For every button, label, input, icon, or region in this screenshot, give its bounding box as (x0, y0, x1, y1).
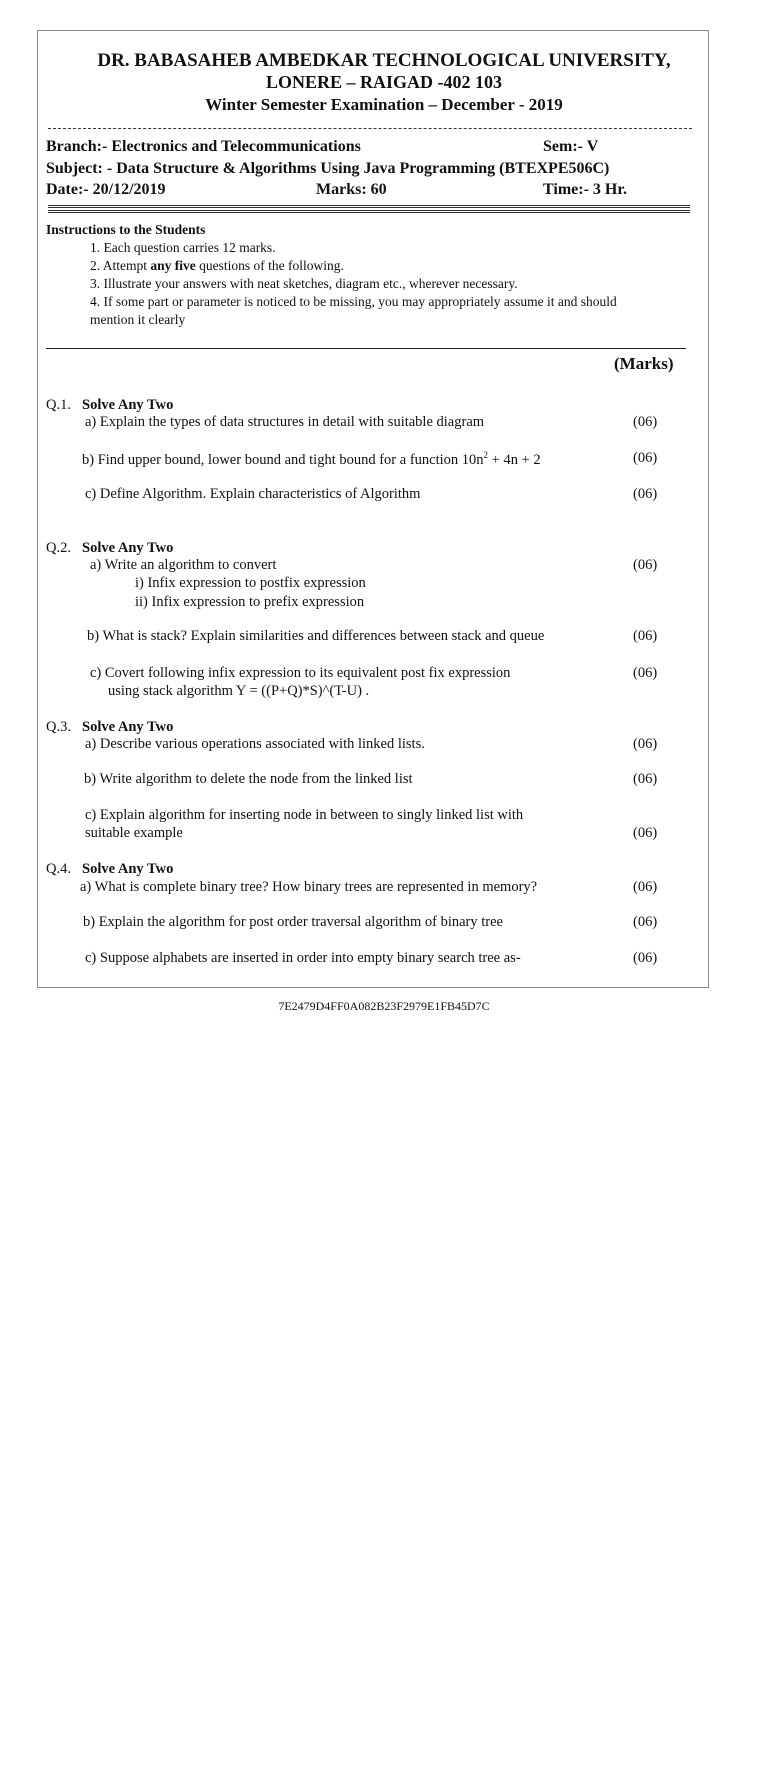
exam-date: Date:- 20/12/2019 (46, 181, 166, 198)
marks-heading: (Marks) (614, 354, 674, 373)
semester: Sem:- V (543, 138, 599, 155)
q1c-text: c) Define Algorithm. Explain characteristics of Algorithm (85, 486, 421, 502)
q4-number: Q.4. (46, 861, 71, 877)
q1b-text-part1: b) Find upper bound, lower bound and tight bound for a function 10n (82, 451, 484, 468)
q2b-text: b) What is stack? Explain similarities and differences between stack and queue (87, 628, 545, 644)
q3c-marks: (06) (633, 825, 658, 841)
q1c-marks: (06) (633, 486, 658, 502)
q3b-text: b) Write algorithm to delete the node from the linked list (84, 771, 413, 787)
double-rule-2 (48, 210, 690, 213)
instruction-4-cont: mention it clearly (90, 312, 186, 327)
subject: Subject: - Data Structure & Algorithms Using Java Programming (BTEXPE506C) (46, 160, 610, 177)
dashed-rule (48, 128, 692, 129)
q2-number: Q.2. (46, 540, 71, 556)
university-title: DR. BABASAHEB AMBEDKAR TECHNOLOGICAL UNIVERSITY, (97, 50, 671, 71)
instruction-2-emphasis: any five (150, 258, 196, 273)
q1b-superscript: 2 (483, 450, 489, 460)
q1b-marks: (06) (633, 450, 658, 466)
instruction-3: 3. Illustrate your answers with neat sketches, diagram etc., wherever necessary. (90, 276, 518, 291)
q3a-text: a) Describe various operations associated with linked lists. (85, 736, 425, 752)
q1-title: Solve Any Two (82, 397, 174, 413)
q3b-marks: (06) (633, 771, 658, 787)
instructions-title: Instructions to the Students (46, 222, 206, 237)
q3-number: Q.3. (46, 719, 71, 735)
q2b-marks: (06) (633, 628, 658, 644)
q4c-marks: (06) (633, 950, 658, 966)
footer-code: 7E2479D4FF0A082B23F2979E1FB45D7C (278, 999, 490, 1013)
q1-number: Q.1. (46, 397, 71, 413)
q2a-item-ii: ii) Infix expression to prefix expression (135, 594, 365, 610)
q2c-marks: (06) (633, 665, 658, 681)
branch: Branch:- Electronics and Telecommunications (46, 138, 361, 155)
instruction-2 (90, 258, 344, 274)
exam-title: Winter Semester Examination – December - 2019 (205, 95, 563, 114)
q1b-text-part2: + 4n + 2 (488, 451, 541, 468)
q3c-text-cont: suitable example (85, 825, 183, 841)
instruction-1: 1. Each question carries 12 marks. (90, 240, 276, 255)
instruction-2-start: 2. Attempt (90, 258, 151, 273)
q1a-text: a) Explain the types of data structures in detail with suitable diagram (85, 414, 485, 430)
q4a-text: a) What is complete binary tree? How binary trees are represented in memory? (80, 879, 538, 895)
q4a-marks: (06) (633, 879, 658, 895)
instructions-rule (46, 348, 686, 349)
q2c-text-cont: using stack algorithm Y = ((P+Q)*S)^(T-U) . (108, 683, 370, 699)
university-location: LONERE – RAIGAD -402 103 (265, 72, 502, 92)
total-marks: Marks: 60 (316, 181, 387, 198)
q2a-marks: (06) (633, 557, 658, 573)
q1a-marks: (06) (633, 414, 658, 430)
q3a-marks: (06) (633, 736, 658, 752)
q2a-item-i: i) Infix expression to postfix expression (135, 575, 366, 591)
q4b-marks: (06) (633, 914, 658, 930)
q3-title: Solve Any Two (82, 719, 174, 735)
q1b-text (82, 450, 541, 469)
q4b-text: b) Explain the algorithm for post order traversal algorithm of binary tree (83, 914, 503, 930)
q2a-text: a) Write an algorithm to convert (90, 557, 277, 573)
q4c-text: c) Suppose alphabets are inserted in order into empty binary search tree as- (85, 950, 521, 966)
q3c-text: c) Explain algorithm for inserting node in between to singly linked list with (85, 807, 524, 823)
instruction-2-end: questions of the following. (195, 258, 344, 273)
q4-title: Solve Any Two (82, 861, 174, 877)
double-rule (48, 205, 690, 208)
q2c-text: c) Covert following infix expression to its equivalent post fix expression (90, 665, 511, 681)
q2-title: Solve Any Two (82, 540, 174, 556)
exam-time: Time:- 3 Hr. (543, 181, 627, 198)
instruction-4: 4. If some part or parameter is noticed to be missing, you may appropriately assume it and should (90, 294, 617, 309)
